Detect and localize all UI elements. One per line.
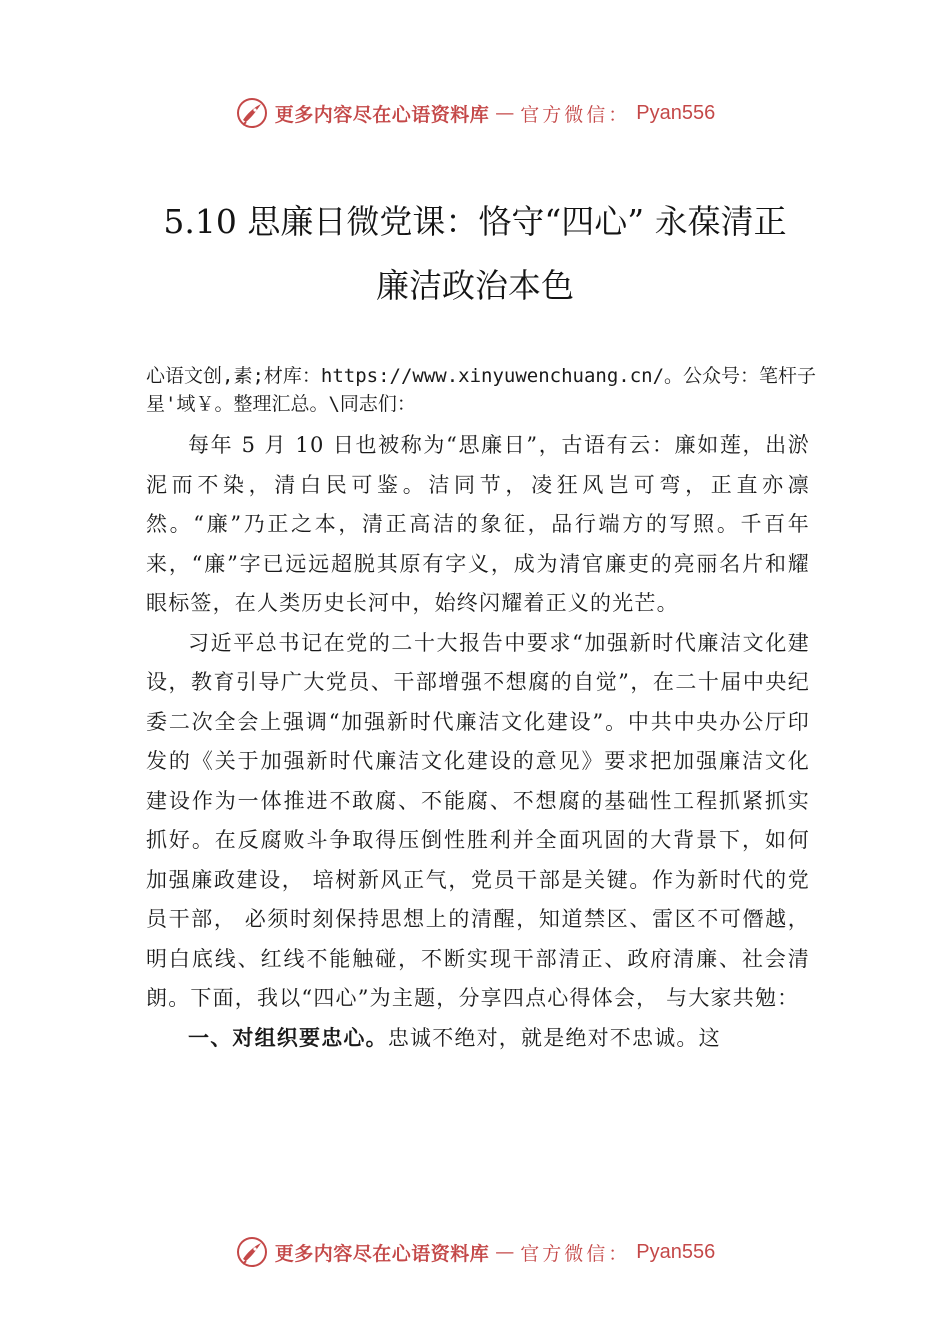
banner-wechat-id: Pyan556: [636, 1240, 716, 1263]
section-heading: 一、对组织要忠心。: [188, 1025, 388, 1050]
banner-main-text: 更多内容尽在心语资料库: [274, 103, 490, 126]
banner-wechat-label: 官方微信：: [520, 1242, 631, 1265]
paragraph: 每年 5 月 10 日也被称为“思廉日”，古语有云：廉如莲，出淤泥而不染，清白民可鉴。洁同节，凌狂风岂可弯，正直亦凛然。“廉”乃正之本，清正高洁的象征，品行端方的写照。千百年来，“廉”字已远远超脱其原有字义，成为清官廉吏的亮丽名片和耀眼标签，在人类历史长河中，始终闪耀着正义的光芒。: [146, 433, 810, 615]
source-note: 心语文创,素;材库：https://www.xinyuwenchuang.cn/。公众号：笔杆子星'域￥。整理汇总。\同志们：: [146, 365, 817, 415]
document-title: [100, 190, 850, 318]
title-line-1: 5.10 思廉日微党课：恪守“四心” 永葆清正: [163, 202, 787, 241]
footer-banner: [0, 1235, 950, 1269]
banner-wechat-id: Pyan556: [636, 101, 716, 124]
title-line-2: 廉洁政治本色: [376, 266, 574, 305]
pen-nib-logo-icon: [235, 1235, 269, 1269]
section-paragraph: [146, 1019, 810, 1059]
banner-separator: —: [495, 1241, 515, 1263]
pen-nib-logo-icon: [235, 96, 269, 130]
header-banner: [0, 96, 950, 130]
banner-main-text: 更多内容尽在心语资料库: [274, 1242, 490, 1265]
banner-separator: —: [495, 102, 515, 124]
paragraph: 习近平总书记在党的二十大报告中要求“加强新时代廉洁文化建设，教育引导广大党员、干部增强不想腐的自觉”，在二十届中央纪委二次全会上强调“加强新时代廉洁文化建设”。中共中央办公厅印发的《关于加强新时代廉洁文化建设的意见》要求把加强廉洁文化建设作为一体推进不敢腐、不能腐、不想腐的基础性工程抓紧抓实抓好。在反腐败斗争取得压倒性胜利并全面巩固的大背景下，如何加强廉政建设， 培树新风正气，党员干部是关键。作为新时代的党员干部， 必须时刻保持思想上的清醒，知道禁区、雷区不可僭越，明白底线、红线不能触碰，不断实现干部清正、政府清廉、社会清朗。下面，我以“四心”为主题，分享四点心得体会， 与大家共勉：: [146, 630, 810, 1010]
section-text: 忠诚不绝对，就是绝对不忠诚。这: [387, 1025, 721, 1050]
document-body: [146, 426, 810, 1058]
banner-wechat-label: 官方微信：: [520, 103, 631, 126]
